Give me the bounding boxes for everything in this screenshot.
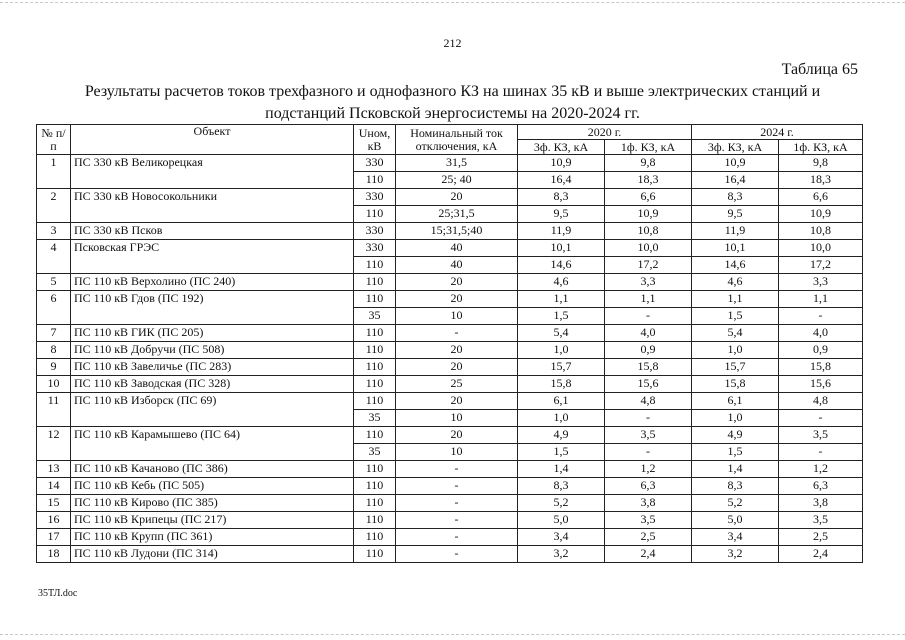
header-row-1 [37, 125, 863, 140]
cell-sc3-2024: 3,2 [692, 546, 779, 563]
cell-sc1-2020: 10,9 [605, 206, 692, 223]
cell-sc3-2024: 15,8 [692, 376, 779, 393]
cell-num: 7 [37, 325, 71, 342]
cell-sc1-2024: 15,6 [779, 376, 863, 393]
cell-sc1-2020: 9,8 [605, 155, 692, 172]
cell-unom: 110 [354, 342, 396, 359]
cell-sc1-2020: 6,6 [605, 189, 692, 206]
cell-object: ПС 110 кВ Верхолино (ПС 240) [71, 274, 354, 291]
cell-sc1-2024: 6,6 [779, 189, 863, 206]
cell-sc1-2020: 6,3 [605, 478, 692, 495]
header-2020-3ph: 3ф. КЗ, кА [518, 140, 605, 155]
cell-sc3-2020: 8,3 [518, 189, 605, 206]
cell-object: ПС 110 кВ Карамышево (ПС 64) [71, 427, 354, 461]
cell-sc3-2024: 6,1 [692, 393, 779, 410]
cell-sc1-2020: 15,8 [605, 359, 692, 376]
cell-sc1-2024: 3,5 [779, 512, 863, 529]
cell-sc1-2020: 0,9 [605, 342, 692, 359]
cell-object: ПС 110 кВ Крипецы (ПС 217) [71, 512, 354, 529]
bottom-dashed-edge [0, 634, 905, 635]
cell-unom: 110 [354, 257, 396, 274]
cell-unom: 330 [354, 189, 396, 206]
cell-unom: 110 [354, 274, 396, 291]
cell-sc3-2020: 15,7 [518, 359, 605, 376]
cell-num: 12 [37, 427, 71, 461]
cell-sc1-2024: 4,8 [779, 393, 863, 410]
cell-sc3-2024: 14,6 [692, 257, 779, 274]
cell-sc3-2020: 3,4 [518, 529, 605, 546]
cell-sc1-2020: 3,5 [605, 427, 692, 444]
cell-object: ПС 110 кВ Добручи (ПС 508) [71, 342, 354, 359]
cell-unom: 110 [354, 172, 396, 189]
cell-object: ПС 110 кВ Кебь (ПС 505) [71, 478, 354, 495]
cell-num: 6 [37, 291, 71, 325]
cell-sc3-2024: 1,5 [692, 444, 779, 461]
header-num: № п/п [37, 125, 71, 155]
cell-sc1-2024: 17,2 [779, 257, 863, 274]
cell-sc1-2020: 1,1 [605, 291, 692, 308]
cell-object: ПС 110 кВ Лудони (ПС 314) [71, 546, 354, 563]
cell-breaker-current: - [396, 495, 518, 512]
cell-num: 3 [37, 223, 71, 240]
cell-unom: 110 [354, 495, 396, 512]
title-line-2: подстанций Псковской энергосистемы на 2020-2024 гг. [265, 105, 640, 122]
cell-sc1-2024: 10,0 [779, 240, 863, 257]
cell-sc1-2020: 2,5 [605, 529, 692, 546]
cell-num: 15 [37, 495, 71, 512]
cell-sc1-2024: - [779, 410, 863, 427]
header-year-2020: 2020 г. [518, 125, 692, 140]
cell-sc3-2020: 5,2 [518, 495, 605, 512]
cell-unom: 35 [354, 410, 396, 427]
top-dashed-edge [0, 2, 905, 3]
cell-sc1-2020: 17,2 [605, 257, 692, 274]
cell-unom: 35 [354, 308, 396, 325]
table-row [37, 427, 863, 444]
cell-object: ПС 110 кВ Заводская (ПС 328) [71, 376, 354, 393]
table-title [40, 81, 865, 125]
header-object: Объект [71, 125, 354, 155]
cell-sc3-2020: 11,9 [518, 223, 605, 240]
cell-breaker-current: 25;31,5 [396, 206, 518, 223]
cell-sc3-2024: 1,0 [692, 410, 779, 427]
cell-breaker-current: 25 [396, 376, 518, 393]
cell-sc3-2024: 11,9 [692, 223, 779, 240]
cell-sc1-2024: 3,8 [779, 495, 863, 512]
cell-breaker-current: 25; 40 [396, 172, 518, 189]
cell-breaker-current: 15;31,5;40 [396, 223, 518, 240]
table-row [37, 155, 863, 172]
cell-sc3-2024: 4,6 [692, 274, 779, 291]
cell-unom: 110 [354, 393, 396, 410]
cell-sc1-2024: 2,5 [779, 529, 863, 546]
cell-sc1-2020: 10,0 [605, 240, 692, 257]
cell-unom: 110 [354, 359, 396, 376]
cell-num: 18 [37, 546, 71, 563]
cell-unom: 110 [354, 325, 396, 342]
table-row [37, 478, 863, 495]
cell-sc3-2024: 5,4 [692, 325, 779, 342]
cell-sc1-2020: 2,4 [605, 546, 692, 563]
table-row [37, 546, 863, 563]
cell-sc3-2024: 8,3 [692, 189, 779, 206]
table-row [37, 291, 863, 308]
table-row [37, 359, 863, 376]
header-breaker-current: Номинальный ток отключения, кА [396, 125, 518, 155]
cell-breaker-current: - [396, 529, 518, 546]
cell-breaker-current: 20 [396, 427, 518, 444]
cell-unom: 330 [354, 240, 396, 257]
cell-sc3-2024: 9,5 [692, 206, 779, 223]
table-row [37, 189, 863, 206]
table-row [37, 495, 863, 512]
cell-object: ПС 110 кВ ГИК (ПС 205) [71, 325, 354, 342]
header-2024-1ph: 1ф. КЗ, кА [779, 140, 863, 155]
cell-sc1-2024: 2,4 [779, 546, 863, 563]
table-row [37, 376, 863, 393]
cell-sc3-2024: 16,4 [692, 172, 779, 189]
cell-sc3-2020: 1,1 [518, 291, 605, 308]
cell-sc3-2024: 1,0 [692, 342, 779, 359]
cell-object: ПС 110 кВ Крупп (ПС 361) [71, 529, 354, 546]
cell-sc1-2024: - [779, 444, 863, 461]
cell-sc3-2020: 5,0 [518, 512, 605, 529]
cell-breaker-current: 40 [396, 257, 518, 274]
cell-unom: 110 [354, 291, 396, 308]
cell-sc1-2024: 10,8 [779, 223, 863, 240]
cell-breaker-current: 20 [396, 359, 518, 376]
cell-sc1-2020: - [605, 410, 692, 427]
cell-sc1-2020: 3,8 [605, 495, 692, 512]
cell-sc1-2024: 10,9 [779, 206, 863, 223]
cell-sc3-2020: 4,9 [518, 427, 605, 444]
cell-sc3-2020: 15,8 [518, 376, 605, 393]
cell-sc3-2024: 5,0 [692, 512, 779, 529]
cell-unom: 110 [354, 478, 396, 495]
cell-unom: 330 [354, 155, 396, 172]
cell-sc1-2024: 9,8 [779, 155, 863, 172]
cell-object: Псковская ГРЭС [71, 240, 354, 274]
cell-sc1-2020: 10,8 [605, 223, 692, 240]
cell-sc1-2020: - [605, 444, 692, 461]
cell-sc1-2024: 6,3 [779, 478, 863, 495]
cell-object: ПС 110 кВ Завеличье (ПС 283) [71, 359, 354, 376]
cell-sc3-2020: 10,9 [518, 155, 605, 172]
cell-breaker-current: - [396, 546, 518, 563]
cell-breaker-current: - [396, 512, 518, 529]
cell-sc3-2020: 14,6 [518, 257, 605, 274]
cell-num: 11 [37, 393, 71, 427]
cell-num: 9 [37, 359, 71, 376]
header-2024-3ph: 3ф. КЗ, кА [692, 140, 779, 155]
cell-sc3-2024: 1,1 [692, 291, 779, 308]
cell-sc1-2024: 4,0 [779, 325, 863, 342]
cell-num: 4 [37, 240, 71, 274]
short-circuit-table [36, 124, 863, 563]
cell-sc1-2024: 1,1 [779, 291, 863, 308]
table-row [37, 325, 863, 342]
cell-sc3-2024: 5,2 [692, 495, 779, 512]
cell-sc3-2020: 1,5 [518, 444, 605, 461]
cell-sc1-2020: 18,3 [605, 172, 692, 189]
cell-breaker-current: 20 [396, 393, 518, 410]
cell-num: 16 [37, 512, 71, 529]
cell-sc3-2024: 15,7 [692, 359, 779, 376]
cell-sc1-2020: 4,0 [605, 325, 692, 342]
cell-breaker-current: 10 [396, 444, 518, 461]
cell-sc1-2020: 3,3 [605, 274, 692, 291]
cell-sc1-2024: 18,3 [779, 172, 863, 189]
cell-num: 14 [37, 478, 71, 495]
cell-object: ПС 110 кВ Качаново (ПС 386) [71, 461, 354, 478]
table-row [37, 461, 863, 478]
cell-object: ПС 110 кВ Гдов (ПС 192) [71, 291, 354, 325]
cell-sc3-2020: 1,5 [518, 308, 605, 325]
table-row [37, 512, 863, 529]
cell-sc3-2020: 1,4 [518, 461, 605, 478]
cell-breaker-current: 20 [396, 291, 518, 308]
cell-sc3-2020: 3,2 [518, 546, 605, 563]
table-row [37, 393, 863, 410]
table-row [37, 529, 863, 546]
cell-breaker-current: 20 [396, 342, 518, 359]
cell-sc3-2024: 10,1 [692, 240, 779, 257]
header-year-2024: 2024 г. [692, 125, 863, 140]
cell-unom: 110 [354, 427, 396, 444]
cell-unom: 110 [354, 529, 396, 546]
cell-num: 5 [37, 274, 71, 291]
cell-sc1-2020: - [605, 308, 692, 325]
cell-object: ПС 110 кВ Кирово (ПС 385) [71, 495, 354, 512]
cell-unom: 110 [354, 461, 396, 478]
cell-sc1-2020: 15,6 [605, 376, 692, 393]
cell-sc3-2024: 3,4 [692, 529, 779, 546]
cell-num: 8 [37, 342, 71, 359]
table-body [37, 155, 863, 563]
cell-breaker-current: - [396, 478, 518, 495]
cell-sc3-2020: 9,5 [518, 206, 605, 223]
cell-breaker-current: 31,5 [396, 155, 518, 172]
cell-unom: 35 [354, 444, 396, 461]
cell-sc1-2024: 1,2 [779, 461, 863, 478]
cell-num: 13 [37, 461, 71, 478]
cell-unom: 110 [354, 206, 396, 223]
cell-sc3-2020: 16,4 [518, 172, 605, 189]
cell-sc3-2024: 8,3 [692, 478, 779, 495]
cell-sc1-2024: 3,3 [779, 274, 863, 291]
cell-sc3-2020: 1,0 [518, 410, 605, 427]
cell-breaker-current: 10 [396, 308, 518, 325]
cell-object: ПС 110 кВ Изборск (ПС 69) [71, 393, 354, 427]
page-number: 212 [443, 36, 462, 50]
cell-sc3-2024: 1,5 [692, 308, 779, 325]
cell-breaker-current: 40 [396, 240, 518, 257]
cell-sc1-2020: 4,8 [605, 393, 692, 410]
cell-num: 1 [37, 155, 71, 189]
cell-breaker-current: - [396, 325, 518, 342]
cell-num: 10 [37, 376, 71, 393]
cell-sc3-2020: 10,1 [518, 240, 605, 257]
title-line-1: Результаты расчетов токов трехфазного и однофазного КЗ на шинах 35 кВ и выше электрических станций и [84, 83, 821, 100]
cell-unom: 110 [354, 546, 396, 563]
cell-sc1-2020: 3,5 [605, 512, 692, 529]
table-row [37, 342, 863, 359]
cell-sc3-2020: 6,1 [518, 393, 605, 410]
cell-sc3-2020: 5,4 [518, 325, 605, 342]
table-row [37, 223, 863, 240]
cell-sc3-2024: 10,9 [692, 155, 779, 172]
cell-sc1-2024: 3,5 [779, 427, 863, 444]
cell-breaker-current: 10 [396, 410, 518, 427]
table-label: Таблица 65 [781, 61, 858, 78]
cell-sc1-2024: 15,8 [779, 359, 863, 376]
cell-object: ПС 330 кВ Псков [71, 223, 354, 240]
header-2020-1ph: 1ф. КЗ, кА [605, 140, 692, 155]
cell-sc3-2020: 8,3 [518, 478, 605, 495]
cell-sc3-2024: 4,9 [692, 427, 779, 444]
table-row [37, 274, 863, 291]
cell-breaker-current: 20 [396, 189, 518, 206]
cell-num: 17 [37, 529, 71, 546]
cell-sc1-2024: 0,9 [779, 342, 863, 359]
cell-sc3-2020: 1,0 [518, 342, 605, 359]
cell-sc1-2024: - [779, 308, 863, 325]
cell-unom: 110 [354, 376, 396, 393]
cell-num: 2 [37, 189, 71, 223]
cell-sc1-2020: 1,2 [605, 461, 692, 478]
cell-object: ПС 330 кВ Новосокольники [71, 189, 354, 223]
file-name: 35ТЛ.doc [38, 588, 78, 599]
cell-breaker-current: 20 [396, 274, 518, 291]
cell-unom: 330 [354, 223, 396, 240]
cell-sc3-2020: 4,6 [518, 274, 605, 291]
cell-breaker-current: - [396, 461, 518, 478]
cell-sc3-2024: 1,4 [692, 461, 779, 478]
cell-object: ПС 330 кВ Великорецкая [71, 155, 354, 189]
table-row [37, 240, 863, 257]
cell-unom: 110 [354, 512, 396, 529]
header-unom: Uном, кВ [354, 125, 396, 155]
